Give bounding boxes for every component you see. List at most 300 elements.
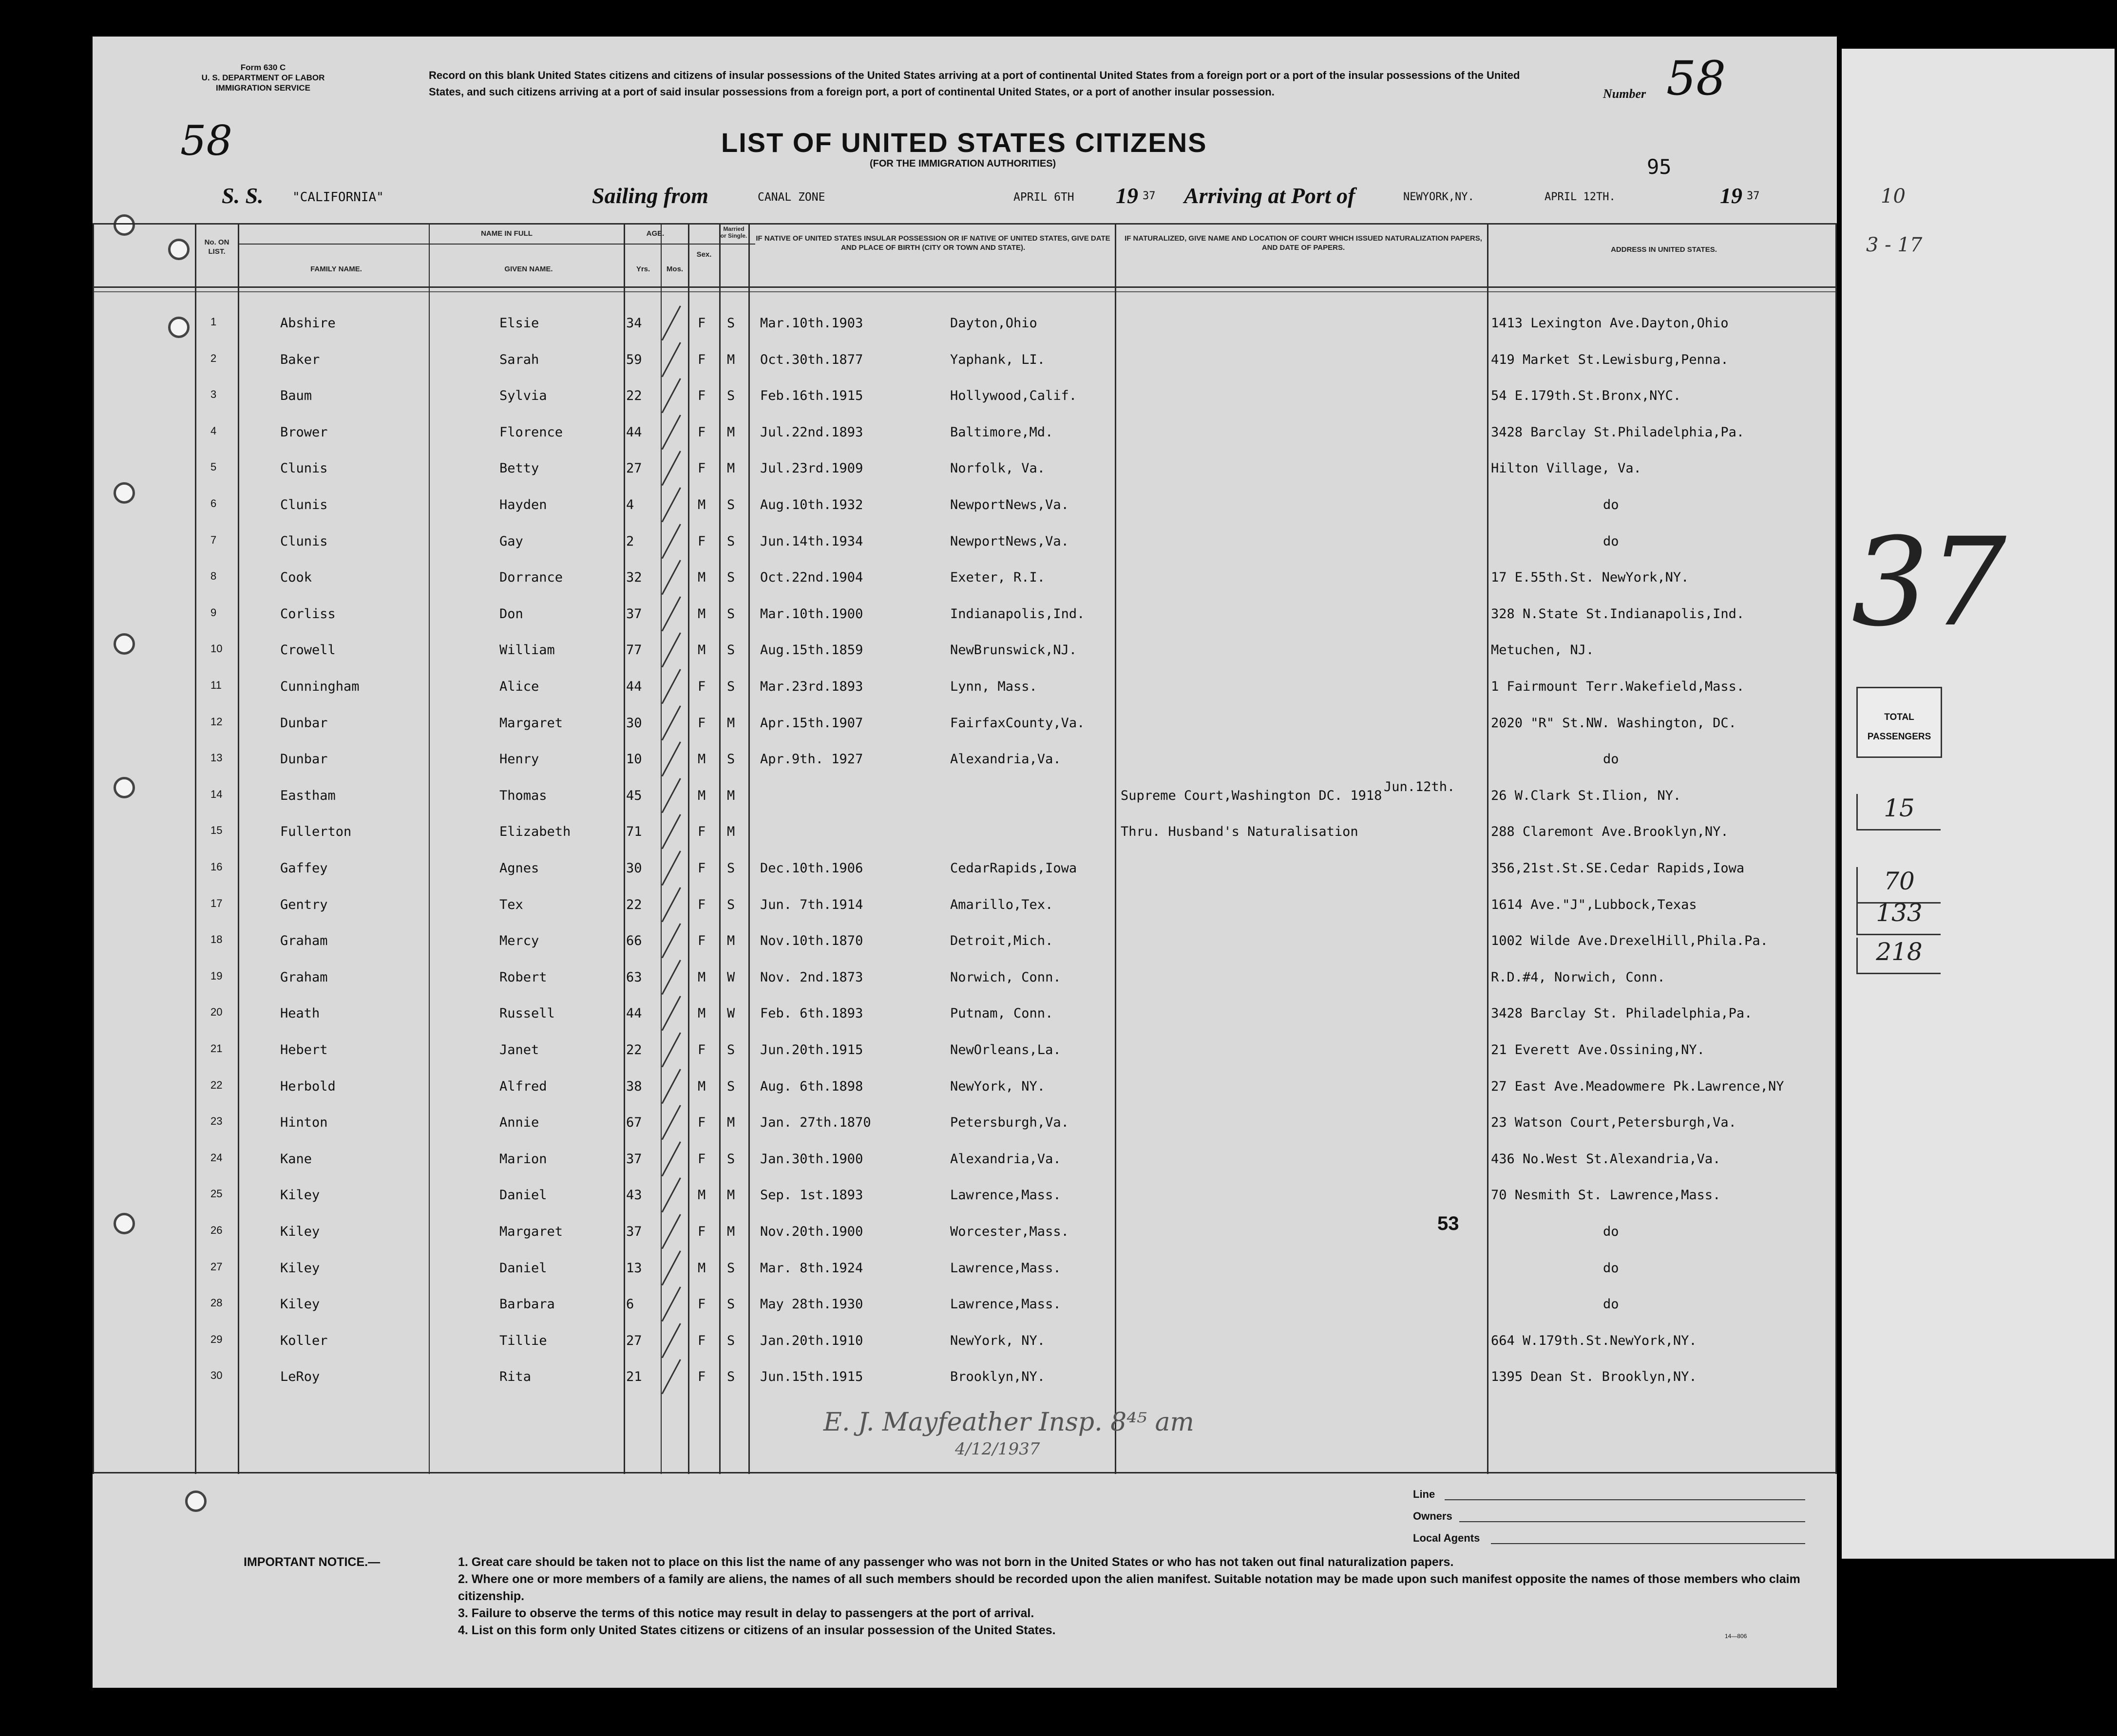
marital-status: M	[727, 352, 735, 367]
col-yrs-header: Yrs.	[636, 265, 650, 273]
given-name: Gay	[499, 533, 523, 549]
rule	[239, 244, 755, 245]
row-number: 29	[210, 1333, 223, 1345]
form-heading	[190, 62, 336, 93]
side-handwritten-number: 37	[1851, 511, 2007, 653]
birth-date: Mar.10th.1903	[760, 316, 863, 331]
total-passengers-box	[1856, 687, 1942, 758]
marital-status: M	[727, 1115, 735, 1131]
birth-date: Sep. 1st.1893	[760, 1188, 863, 1203]
sex: F	[698, 1224, 706, 1239]
birth-date: Mar. 8th.1924	[760, 1260, 863, 1276]
birth-place: Baltimore,Md.	[950, 424, 1053, 440]
age-years: 32	[626, 570, 642, 585]
age-years: 37	[626, 606, 642, 622]
age-years: 22	[626, 388, 642, 404]
birth-place: Lynn, Mass.	[950, 679, 1037, 694]
sex: F	[698, 933, 706, 949]
birth-date: Feb. 6th.1893	[760, 1006, 863, 1021]
form-number: Form 630 C	[240, 63, 286, 72]
marital-status: S	[727, 1297, 735, 1312]
given-name: Alfred	[499, 1078, 547, 1094]
col-no-header: No. ON LIST.	[204, 238, 229, 256]
age-years: 66	[626, 933, 642, 949]
family-name: Hinton	[280, 1115, 328, 1131]
sex: F	[698, 1297, 706, 1312]
age-years: 44	[626, 679, 642, 694]
birth-date: Jun. 7th.1914	[760, 897, 863, 912]
marital-status: S	[727, 497, 735, 512]
total-value: 218	[1856, 938, 1941, 974]
birth-place: Indianapolis,Ind.	[950, 606, 1085, 622]
family-name: Cook	[280, 570, 312, 585]
marital-status: M	[727, 715, 735, 731]
given-name: Alice	[499, 679, 539, 694]
sex: F	[698, 824, 706, 840]
margin-number: 58	[180, 117, 232, 165]
table-row	[0, 524, 1744, 560]
birth-place: Dayton,Ohio	[950, 316, 1037, 331]
given-name: Margaret	[499, 715, 563, 731]
row-number: 21	[210, 1042, 223, 1055]
family-name: Dunbar	[280, 752, 328, 767]
row-number: 15	[210, 824, 223, 837]
family-name: Cunningham	[280, 679, 360, 694]
birth-date: Nov.20th.1900	[760, 1224, 863, 1239]
check-mark	[662, 1105, 681, 1140]
marital-status: S	[727, 897, 735, 912]
table-row	[0, 1287, 1744, 1323]
birth-place: Lawrence,Mass.	[950, 1297, 1061, 1312]
birth-place: Putnam, Conn.	[950, 1006, 1053, 1021]
side-note-a: 10	[1881, 185, 1906, 208]
row-number: 14	[210, 788, 223, 800]
row-number: 10	[210, 642, 223, 655]
marital-status: S	[727, 642, 735, 658]
table-row	[0, 1069, 1784, 1105]
us-address: 1395 Dean St. Brooklyn,NY.	[1491, 1369, 1697, 1385]
sail-year-prefix: 19	[1116, 183, 1138, 208]
marital-status: S	[727, 861, 735, 876]
marital-status: S	[727, 316, 735, 331]
sex: F	[698, 861, 706, 876]
sex: F	[698, 1369, 706, 1385]
rule	[93, 286, 1837, 288]
rule	[93, 291, 1837, 292]
given-name: Margaret	[499, 1224, 563, 1239]
family-name: Heath	[280, 1006, 320, 1021]
given-name: Russell	[499, 1006, 555, 1021]
us-address: 17 E.55th.St. NewYork,NY.	[1491, 570, 1689, 585]
check-mark	[662, 1359, 681, 1395]
sex: F	[698, 715, 706, 731]
birth-date: Mar.23rd.1893	[760, 679, 863, 694]
birth-date: Nov.10th.1870	[760, 933, 863, 949]
us-address: 288 Claremont Ave.Brooklyn,NY.	[1491, 824, 1729, 840]
arrival-port: NEWYORK,NY.	[1403, 191, 1474, 203]
col-given-header: GIVEN NAME.	[504, 265, 553, 273]
row-number: 1	[210, 316, 217, 328]
us-address: 21 Everett Ave.Ossining,NY.	[1491, 1042, 1705, 1057]
check-mark	[662, 560, 681, 595]
stamp-number: 53	[1437, 1213, 1459, 1234]
age-years: 30	[626, 861, 642, 876]
check-mark	[662, 1323, 681, 1358]
row-number: 3	[210, 388, 217, 401]
sex: M	[698, 570, 706, 585]
row-number: 11	[210, 679, 222, 691]
marital-status: S	[727, 1151, 735, 1167]
owners-label: Owners	[1413, 1510, 1452, 1522]
marital-status: S	[727, 679, 735, 694]
sex: F	[698, 1115, 706, 1131]
given-name: Florence	[499, 424, 563, 440]
family-name: Abshire	[280, 316, 336, 331]
ship-name: "CALIFORNIA"	[292, 190, 384, 205]
family-name: Clunis	[280, 497, 328, 512]
check-mark	[662, 705, 681, 740]
age-years: 43	[626, 1188, 642, 1203]
check-mark	[662, 1032, 681, 1067]
naturalization-info: Thru. Husband's Naturalisation	[1121, 824, 1358, 840]
check-mark	[662, 342, 681, 377]
given-name: William	[499, 642, 555, 658]
given-name: Daniel	[499, 1188, 547, 1203]
col-mos-header: Mos.	[666, 265, 684, 273]
table-row	[0, 415, 1744, 451]
ss-label: S. S.	[222, 183, 264, 208]
row-number: 2	[210, 352, 217, 364]
service-name: IMMIGRATION SERVICE	[216, 83, 310, 93]
rule	[93, 1472, 1837, 1473]
marital-status: S	[727, 533, 735, 549]
birth-date: Apr.9th. 1927	[760, 752, 863, 767]
sail-date: APRIL 6TH	[1013, 191, 1074, 204]
age-years: 37	[626, 1224, 642, 1239]
family-name: Kane	[280, 1151, 312, 1167]
check-mark	[662, 814, 681, 849]
birth-date: Jan. 27th.1870	[760, 1115, 871, 1131]
sex: M	[698, 642, 706, 658]
birth-place: NewportNews,Va.	[950, 533, 1069, 549]
birth-place: NewBrunswick,NJ.	[950, 642, 1077, 658]
age-years: 21	[626, 1369, 642, 1385]
given-name: Sylvia	[499, 388, 547, 404]
birth-place: NewOrleans,La.	[950, 1042, 1061, 1057]
row-number: 22	[210, 1078, 223, 1091]
sex: F	[698, 352, 706, 367]
us-address: 3428 Barclay St.Philadelphia,Pa.	[1491, 424, 1745, 440]
given-name: Elsie	[499, 316, 539, 331]
family-name: Graham	[280, 933, 328, 949]
check-mark	[662, 1069, 681, 1104]
sex: M	[698, 1006, 706, 1021]
birth-date: Oct.30th.1877	[760, 352, 863, 367]
birth-date: Aug.10th.1932	[760, 497, 863, 512]
age-years: 27	[626, 461, 642, 476]
birth-date: Jun.20th.1915	[760, 1042, 863, 1057]
family-name: Kiley	[280, 1260, 320, 1276]
given-name: Betty	[499, 461, 539, 476]
given-name: Janet	[499, 1042, 539, 1057]
check-mark	[662, 960, 681, 995]
check-mark	[662, 778, 681, 813]
us-address: 1413 Lexington Ave.Dayton,Ohio	[1491, 316, 1729, 331]
row-number: 28	[210, 1297, 223, 1309]
family-name: Graham	[280, 969, 328, 985]
marital-status: S	[727, 1260, 735, 1276]
birth-date: Jun.15th.1915	[760, 1369, 863, 1385]
signature-date: 4/12/1937	[955, 1439, 1040, 1459]
age-years: 77	[626, 642, 642, 658]
given-name: Tillie	[499, 1333, 547, 1348]
birth-date: Aug. 6th.1898	[760, 1078, 863, 1094]
sex: M	[698, 497, 706, 512]
given-name: Daniel	[499, 1260, 547, 1276]
sex: F	[698, 1151, 706, 1167]
sex: M	[698, 1260, 706, 1276]
row-number: 24	[210, 1151, 223, 1164]
check-mark	[662, 1178, 681, 1213]
notice-item-3: 3. Failure to observe the terms of this notice may result in delay to passengers at the port of arrival.	[458, 1606, 1034, 1620]
check-mark	[662, 923, 681, 958]
notice-item-1: 1. Great care should be taken not to place on this list the name of any passenger who was not born in the United States or who has not taken out final naturalization papers.	[458, 1555, 1454, 1569]
col-age-header: AGE.	[646, 229, 665, 238]
birth-date: Apr.15th.1907	[760, 715, 863, 731]
us-address: 436 No.West St.Alexandria,Va.	[1491, 1151, 1721, 1167]
department-name: U. S. DEPARTMENT OF LABOR	[201, 73, 325, 82]
birth-place: NewYork, NY.	[950, 1333, 1046, 1348]
family-name: Koller	[280, 1333, 328, 1348]
row-number: 7	[210, 533, 217, 546]
given-name: Barbara	[499, 1297, 555, 1312]
arriving-label: Arriving at Port of	[1184, 183, 1355, 208]
table-row	[0, 960, 1744, 996]
rule	[1491, 1543, 1805, 1544]
row-number: 20	[210, 1006, 223, 1019]
table-row	[0, 1251, 1744, 1287]
check-mark	[662, 415, 681, 450]
family-name: Fullerton	[280, 824, 352, 840]
table-row	[0, 851, 1744, 887]
age-years: 4	[626, 497, 634, 512]
birth-date: May 28th.1930	[760, 1297, 863, 1312]
naturalization-info: Supreme Court,Washington DC. 1918	[1121, 788, 1382, 803]
given-name: Tex	[499, 897, 523, 912]
given-name: Elizabeth	[499, 824, 571, 840]
birth-place: CedarRapids,Iowa	[950, 861, 1077, 876]
marital-status: M	[727, 824, 735, 840]
us-address: do	[1603, 1260, 1619, 1276]
birth-date: Feb.16th.1915	[760, 388, 863, 404]
sailing-from: CANAL ZONE	[758, 191, 825, 204]
age-years: 44	[626, 424, 642, 440]
birth-date: Jun.14th.1934	[760, 533, 863, 549]
marital-status: S	[727, 1078, 735, 1094]
row-number: 8	[210, 570, 217, 583]
check-mark	[662, 741, 681, 776]
birth-date: Mar.10th.1900	[760, 606, 863, 622]
row-number: 12	[210, 715, 223, 728]
important-notice	[244, 1554, 1827, 1639]
age-years: 37	[626, 1151, 642, 1167]
sex: M	[698, 788, 706, 803]
arrive-year-prefix: 19	[1720, 183, 1742, 208]
notice-title: IMPORTANT NOTICE.—	[244, 1555, 381, 1569]
given-name: Henry	[499, 752, 539, 767]
birth-place: NewYork, NY.	[950, 1078, 1046, 1094]
row-number: 26	[210, 1224, 223, 1236]
inspector-signature: E. J. Mayfeather Insp. 8⁴⁵ am	[823, 1408, 1194, 1437]
sex: F	[698, 424, 706, 440]
table-row	[0, 778, 1744, 814]
page-subtitle: (FOR THE IMMIGRATION AUTHORITIES)	[870, 158, 1056, 169]
birth-place: Detroit,Mich.	[950, 933, 1053, 949]
given-name: Sarah	[499, 352, 539, 367]
birth-place: Petersburgh,Va.	[950, 1115, 1069, 1131]
family-name: Kiley	[280, 1224, 320, 1239]
birth-place: Yaphank, LI.	[950, 352, 1046, 367]
us-address: 26 W.Clark St.Ilion, NY.	[1491, 788, 1681, 803]
sex: F	[698, 461, 706, 476]
birth-date: Jul.23rd.1909	[760, 461, 863, 476]
us-address: 27 East Ave.Meadowmere Pk.Lawrence,NY	[1491, 1078, 1784, 1094]
total-value: 133	[1856, 899, 1941, 935]
row-number: 23	[210, 1115, 223, 1128]
col-family-header: FAMILY NAME.	[310, 265, 362, 273]
table-row	[0, 560, 1744, 596]
table-row	[0, 887, 1744, 924]
us-address: 23 Watson Court,Petersburgh,Va.	[1491, 1115, 1736, 1131]
marital-status: S	[727, 388, 735, 404]
check-mark	[662, 305, 681, 340]
us-address: 2020 "R" St.NW. Washington, DC.	[1491, 715, 1736, 731]
sex: M	[698, 752, 706, 767]
col-birth-header: IF NATIVE OF UNITED STATES INSULAR POSSESSION OR IF NATIVE OF UNITED STATES, GIVE DATE AND PLACE OF BIRTH (CITY OR TOWN AND STATE).	[756, 234, 1110, 252]
col-name-header: NAME IN FULL	[481, 229, 533, 238]
row-number: 30	[210, 1369, 223, 1382]
birth-date: Jul.22nd.1893	[760, 424, 863, 440]
birth-date: Aug.15th.1859	[760, 642, 863, 658]
check-mark	[662, 378, 681, 413]
sex: M	[698, 1078, 706, 1094]
page-title: LIST OF UNITED STATES CITIZENS	[721, 127, 1207, 158]
marital-status: M	[727, 1188, 735, 1203]
table-row	[0, 1323, 1744, 1359]
family-name: Herbold	[280, 1078, 336, 1094]
age-years: 59	[626, 352, 642, 367]
age-years: 13	[626, 1260, 642, 1276]
table-row	[0, 996, 1753, 1032]
col-naturalized-header: IF NATURALIZED, GIVE NAME AND LOCATION OF COURT WHICH ISSUED NATURALIZATION PAPERS, AND DATE OF PAPERS.	[1125, 234, 1482, 252]
table-row	[0, 1178, 1744, 1214]
row-number: 9	[210, 606, 217, 619]
check-mark	[662, 633, 681, 668]
us-address: 54 E.179th.St.Bronx,NYC.	[1491, 388, 1681, 404]
birth-place: Worcester,Mass.	[950, 1224, 1069, 1239]
us-address: 419 Market St.Lewisburg,Penna.	[1491, 352, 1729, 367]
col-address-header: ADDRESS IN UNITED STATES.	[1611, 245, 1717, 254]
given-name: Robert	[499, 969, 547, 985]
table-row	[0, 1359, 1744, 1396]
row-number: 17	[210, 897, 223, 909]
us-address: do	[1603, 1224, 1619, 1239]
us-address: do	[1603, 1297, 1619, 1312]
page-number: 95	[1647, 155, 1672, 179]
marital-status: M	[727, 1224, 735, 1239]
sex: F	[698, 1333, 706, 1348]
marital-status: W	[727, 969, 735, 985]
birth-place: Brooklyn,NY.	[950, 1369, 1046, 1385]
age-years: 22	[626, 1042, 642, 1057]
birth-date: Jan.20th.1910	[760, 1333, 863, 1348]
table-row	[0, 814, 1744, 850]
age-years: 44	[626, 1006, 642, 1021]
age-years: 30	[626, 715, 642, 731]
table-row	[0, 742, 1744, 778]
sex: F	[698, 679, 706, 694]
punch-hole	[185, 1491, 207, 1512]
family-name: Clunis	[280, 533, 328, 549]
marital-status: M	[727, 788, 735, 803]
row-number: 25	[210, 1188, 223, 1200]
marital-status: S	[727, 1042, 735, 1057]
record-instructions: Record on this blank United States citizens and citizens of insular possessions of the United States arriving at a port of continental United States from a foreign port or a port of the insular possessions of the United States, and such citizens arriving at a port of said insular possessions from a foreign port, a port of continental United States, or a port of another insular possession.	[429, 69, 1520, 98]
local-agents-label: Local Agents	[1413, 1532, 1480, 1544]
col-married-header: Married or Single.	[720, 226, 747, 239]
check-mark	[662, 596, 681, 631]
family-name: Corliss	[280, 606, 336, 622]
naturalization-date: Jun.12th.	[1384, 779, 1455, 794]
birth-place: Hollywood,Calif.	[950, 388, 1077, 404]
row-number: 13	[210, 752, 223, 764]
age-years: 2	[626, 533, 634, 549]
birth-place: NewportNews,Va.	[950, 497, 1069, 512]
family-name: Crowell	[280, 642, 336, 658]
arrival-date: APRIL 12TH.	[1545, 191, 1616, 203]
birth-place: FairfaxCounty,Va.	[950, 715, 1085, 731]
table-row	[0, 1033, 1744, 1069]
given-name: Dorrance	[499, 570, 563, 585]
side-note-b: 3 - 17	[1866, 234, 1923, 256]
age-years: 10	[626, 752, 642, 767]
us-address: Metuchen, NJ.	[1491, 642, 1594, 658]
table-row	[0, 597, 1744, 633]
check-mark	[662, 524, 681, 559]
us-address: Hilton Village, Va.	[1491, 461, 1641, 476]
given-name: Marion	[499, 1151, 547, 1167]
marital-status: S	[727, 570, 735, 585]
rule	[93, 223, 1837, 225]
family-name: Clunis	[280, 461, 328, 476]
family-name: Hebert	[280, 1042, 328, 1057]
family-name: Gentry	[280, 897, 328, 912]
birth-place: Norfolk, Va.	[950, 461, 1046, 476]
table-row	[0, 342, 1744, 378]
table-row	[0, 924, 1768, 960]
marital-status: W	[727, 1006, 735, 1021]
birth-place: Lawrence,Mass.	[950, 1260, 1061, 1276]
given-name: Mercy	[499, 933, 539, 949]
total-value: 70	[1856, 867, 1941, 904]
given-name: Agnes	[499, 861, 539, 876]
sailing-label: Sailing from	[592, 183, 709, 208]
table-row	[0, 451, 1744, 487]
family-name: LeRoy	[280, 1369, 320, 1385]
row-number: 4	[210, 424, 217, 437]
sex: F	[698, 897, 706, 912]
arrive-year: 37	[1747, 190, 1760, 202]
